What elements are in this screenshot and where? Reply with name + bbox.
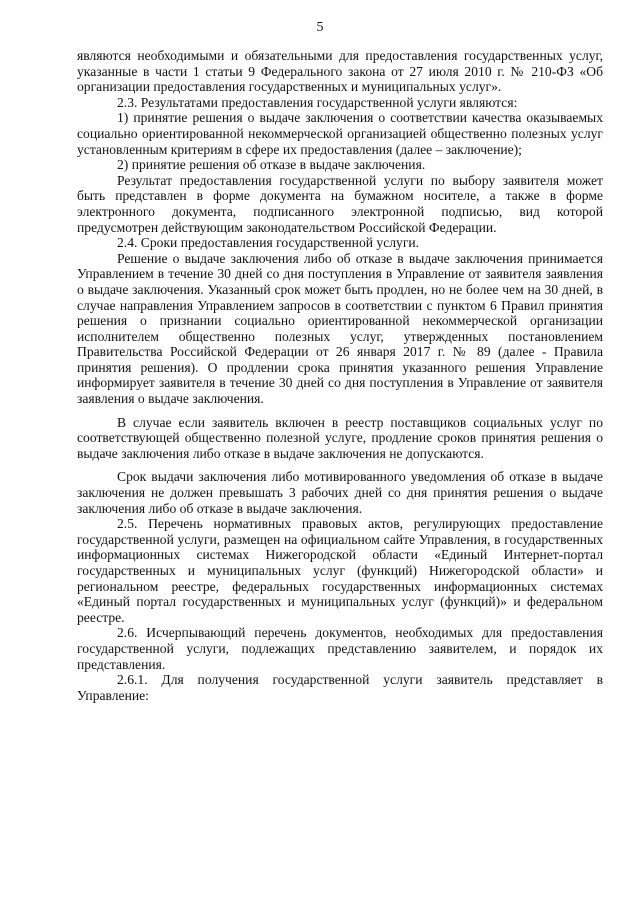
paragraph-2-5: 2.5. Перечень нормативных правовых актов, регулирующих предоставление государственной услуги, размещен на официальном сайте Управления, в государственных информационных системах Нижегородской области «Единый Интернет-портал государственных и муниципальных услуг (функций) Нижегородской области» и региональном реестре, федеральных государственных информационных системах «Единый портал государственных и муниципальных услуг (функций)» и федеральном реестре. (77, 516, 603, 625)
document-body (77, 48, 603, 703)
page-number: 5 (316, 20, 324, 35)
paragraph-decision-terms: Решение о выдаче заключения либо об отказе в выдаче заключения принимается Управлением в течение 30 дней со дня поступления в Управление от заявителя заявления о выдаче заключения. Указанный срок может быть продлен, но не более чем на 30 дней, в случае направления Управлением запросов в соответствии с пунктом 6 Правил принятия решения о признании социально ориентированной некоммерческой организации исполнителем общественно полезных услуг, утвержденных постановлением Правительства Российской Федерации от 26 января 2017 г. № 89 (далее - Правила принятия решения). О продлении срока принятия указанного решения Управление информирует заявителя в течение 30 дней со дня поступления в Управление от заявителя заявления о выдаче заключения. (77, 250, 603, 407)
paragraph-issue-term: Срок выдачи заключения либо мотивированного уведомления об отказе в выдаче заключения не должен превышать 3 рабочих дней со дня принятия решения о выдаче заключения либо об отказе в выдаче заключения. (77, 469, 603, 516)
paragraph-2-6: 2.6. Исчерпывающий перечень документов, необходимых для предоставления государственной услуги, подлежащих представлению заявителем, и порядок их представления. (77, 625, 603, 672)
paragraph-2-4: 2.4. Сроки предоставления государственной услуги. (117, 235, 420, 251)
paragraph-2-3-item-1: 1) принятие решения о выдаче заключения о соответствии качества оказываемых социально ориентированной некоммерческой организацией общественно полезных услуг установленным критериям в сфере их предоставления (далее – заключение); (77, 110, 603, 157)
paragraph-result-form: Результат предоставления государственной услуги по выбору заявителя может быть представлен в форме документа на бумажном носителе, а также в форме электронного документа, подписанного электронной подписью, вид которой предусмотрен действующим законодательством Российской Федерации. (77, 172, 603, 235)
paragraph-2-3: 2.3. Результатами предоставления государственной услуги являются: (117, 94, 518, 110)
paragraph-registry-case: В случае если заявитель включен в реестр поставщиков социальных услуг по соответствующей общественно полезной услуге, продление сроков принятия решения о выдаче заключения либо отказе в выдаче заключения не допускаются. (77, 414, 603, 461)
paragraph-2-3-item-2: 2) принятие решения об отказе в выдаче заключения. (117, 157, 426, 173)
paragraph-2-6-1: 2.6.1. Для получения государственной услуги заявитель представляет в Управление: (77, 672, 603, 703)
paragraph-continuation: являются необходимыми и обязательными для предоставления государственных услуг, указанные в части 1 статьи 9 Федерального закона от 27 июля 2010 г. № 210-ФЗ «Об организации предоставления государственных и муниципальных услуг». (77, 48, 603, 95)
